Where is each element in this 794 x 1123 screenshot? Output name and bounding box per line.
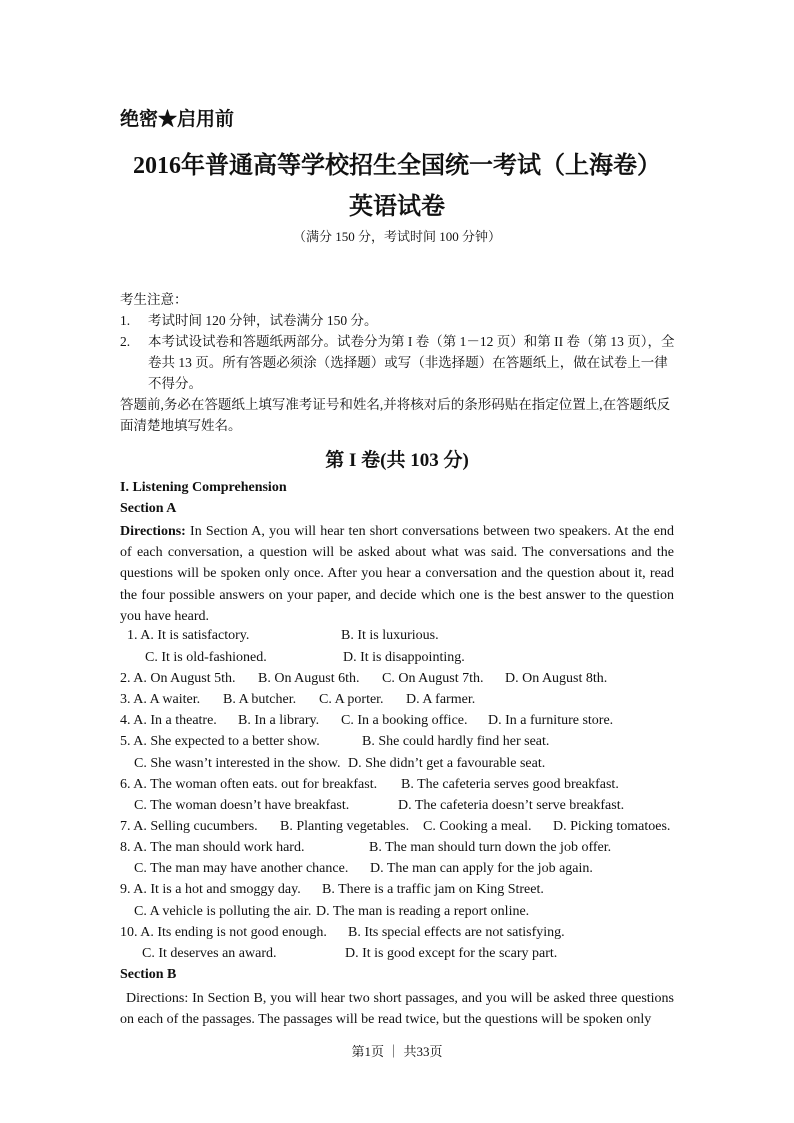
option-a: 3. A. A waiter. [120,692,201,707]
page-footer: 第1页 ｜ 共33页 [351,1044,443,1059]
exam-subtitle: 英语试卷 [349,194,445,220]
option-d: D. It is good except for the scary part. [345,946,558,961]
option-b: B. The cafeteria serves good breakfast. [401,777,619,792]
section-a-directions [120,521,674,627]
notice-heading: 考生注意： [120,292,188,307]
option-c: C. A porter. [319,692,384,707]
notice-item-text: 本考试设试卷和答题纸两部分。试卷分为第 I 卷（第 1－12 页）和第 II 卷（第 13 页），全卷共 13 页。所有答题必须涂（选择题）或写（非选择题）在答题纸上，做在试卷上一律不得分。 [148,334,675,391]
option-b: B. In a library. [238,713,320,728]
option-a: 2. A. On August 5th. [120,671,236,686]
section-b-directions: Directions: In Section B, you will hear two short passages, and you will be asked three questions on each of the passages. The passages will be read twice, but the questions will be spoken only [120,991,674,1028]
option-a: 10. A. Its ending is not good enough. [120,925,327,940]
option-a: 1. A. It is satisfactory. [127,628,250,643]
notice-item-number: 2. [120,334,131,349]
option-b: B. Planting vegetables. [280,819,410,834]
option-d: D. The man is reading a report online. [316,904,530,919]
option-d: D. A farmer. [406,692,476,707]
notice-item-text: 考试时间 120 分钟，试卷满分 150 分。 [148,313,378,328]
option-c: C. In a booking office. [341,713,468,728]
option-c: C. The woman doesn’t have breakfast. [134,798,350,813]
option-a: 9. A. It is a hot and smoggy day. [120,882,301,897]
section-b-heading: Section B [120,967,177,982]
section-a-heading: Section A [120,501,177,516]
option-b: B. There is a traffic jam on King Street. [322,882,544,897]
option-d: D. The man can apply for the job again. [370,861,593,876]
option-c: C. A vehicle is polluting the air. [134,904,312,919]
option-c: C. It deserves an award. [142,946,277,961]
option-b: B. It is luxurious. [341,628,439,643]
option-b: B. The man should turn down the job offer. [369,840,612,855]
option-b: B. She could hardly find her seat. [362,734,550,749]
option-a: 4. A. In a theatre. [120,713,217,728]
option-d: D. On August 8th. [505,671,608,686]
part-title: 第 I 卷(共 103 分) [325,450,469,471]
option-c: C. The man may have another chance. [134,861,349,876]
option-d: D. It is disappointing. [343,650,465,665]
option-c: C. She wasn’t interested in the show. [134,756,341,771]
option-d: D. Picking tomatoes. [553,819,671,834]
option-c: C. Cooking a meal. [423,819,532,834]
option-c: C. On August 7th. [382,671,484,686]
option-c: C. It is old-fashioned. [145,650,267,665]
option-d: D. She didn’t get a favourable seat. [348,756,546,771]
directions-text: In Section A, you will hear ten short conversations between two speakers. At the end of each conversation, a question will be asked about what was said. The conversations and the questions will be spoken only once. After you hear a conversation and the question about it, read the four possible answers on your paper, and decide which one is the best answer to the question you have heard. [120,524,674,624]
score-time-note: （满分 150 分，考试时间 100 分钟） [292,229,501,244]
option-a: 7. A. Selling cucumbers. [120,819,258,834]
option-b: B. Its special effects are not satisfying. [348,925,565,940]
exam-title: 2016年普通高等学校招生全国统一考试（上海卷） [133,153,661,179]
confidential-mark: 绝密★启用前 [120,109,235,130]
directions-label: Directions: [120,524,186,539]
option-a: 6. A. The woman often eats. out for breakfast. [120,777,378,792]
notice-item-number: 1. [120,313,131,328]
section-heading-listening: I. Listening Comprehension [120,480,287,495]
notice-extra: 答题前,务必在答题纸上填写准考证号和姓名,并将核对后的条形码贴在指定位置上,在答题纸反面清楚地填写姓名。 [120,397,671,433]
option-b: B. On August 6th. [258,671,360,686]
option-a: 8. A. The man should work hard. [120,840,305,855]
option-d: D. The cafeteria doesn’t serve breakfast. [398,798,625,813]
option-d: D. In a furniture store. [488,713,614,728]
option-a: 5. A. She expected to a better show. [120,734,320,749]
option-b: B. A butcher. [223,692,297,707]
